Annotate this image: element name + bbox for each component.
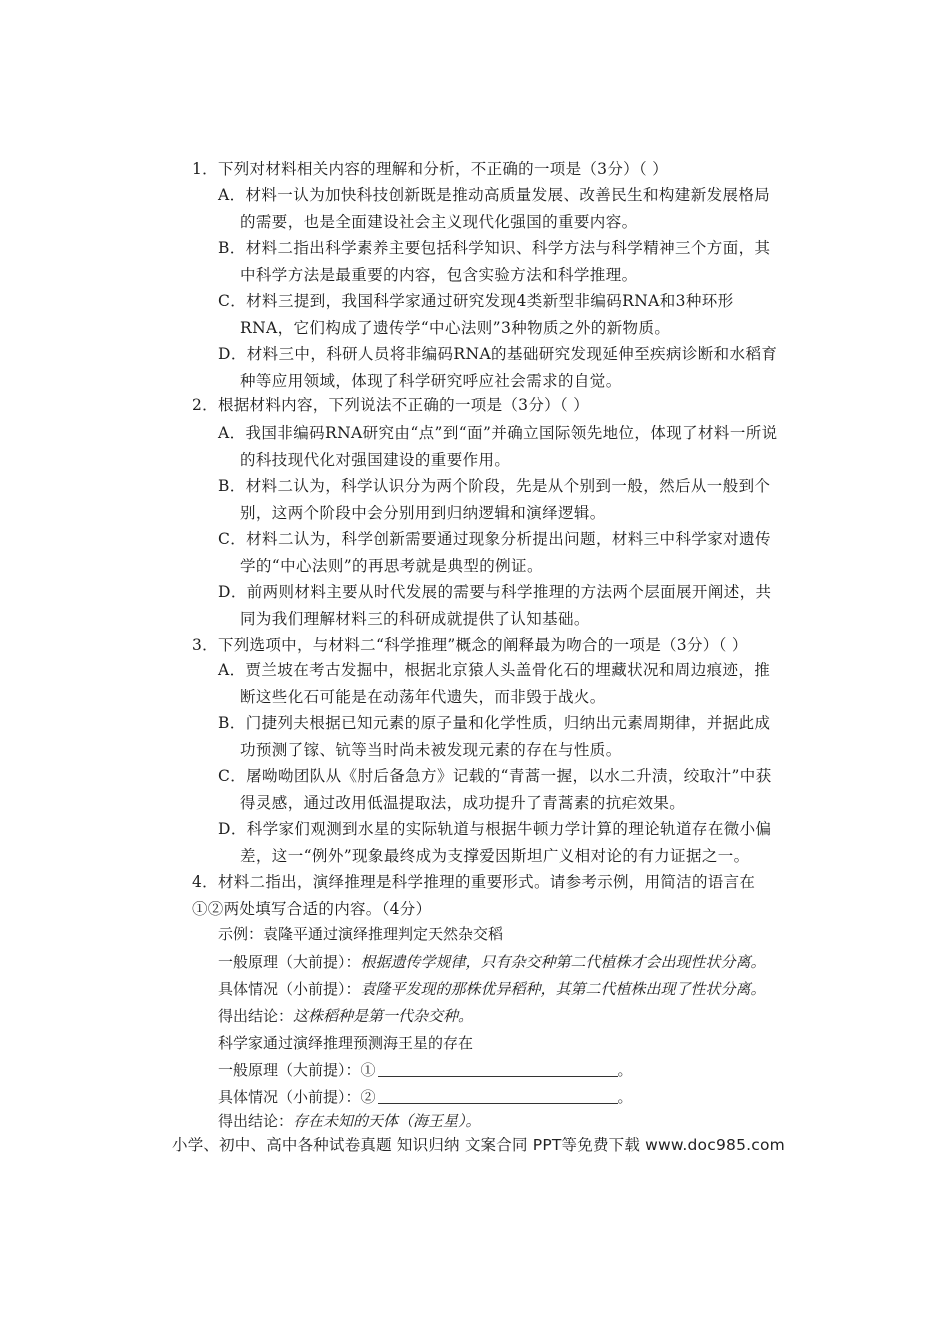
example-minor-premise <box>218 978 778 1000</box>
question-3-option-d: D．科学家们观测到水星的实际轨道与根据牛顿力学计算的理论轨道存在微小偏差，这一“例外”现象最终成为支撑爱因斯坦广义相对论的有力证据之一。 <box>218 820 772 865</box>
answer-2-end: 。 <box>617 1088 633 1106</box>
question-2-option-b: B．材料二认为，科学认识分为两个阶段，先是从个别到一般，然后从一般到个别，这两个阶段中会分别用到归纳逻辑和演绎逻辑。 <box>218 477 771 522</box>
question-4-stem: 4．材料二指出，演绎推理是科学推理的重要形式。请参考示例，用简洁的语言在①②两处填写合适的内容。（4分） <box>192 873 756 918</box>
task-conclusion-label: 得出结论： <box>218 1112 294 1130</box>
question-2-option-c: C．材料二认为，科学创新需要通过现象分析提出问题，材料三中科学家对遗传学的“中心法则”的再思考就是典型的例证。 <box>218 530 771 575</box>
question-1-option-b: B．材料二指出科学素养主要包括科学知识、科学方法与科学精神三个方面，其中科学方法是最重要的内容，包含实验方法和科学推理。 <box>218 239 771 284</box>
example-major-label: 一般原理（大前提）： <box>218 953 361 971</box>
question-3-option-b: B．门捷列夫根据已知元素的原子量和化学性质，归纳出元素周期律，并据此成功预测了镓、钪等当时尚未被发现元素的存在与性质。 <box>218 714 771 759</box>
task-conclusion-text: 存在未知的天体（海王星）。 <box>293 1112 481 1130</box>
example-major-text: 根据遗传学规律，只有杂交种第二代植株才会出现性状分离。 <box>360 953 766 971</box>
question-1-option-c: C．材料三提到，我国科学家通过研究发现4类新型非编码RNA和3种环形RNA，它们构成了遗传学“中心法则”3种物质之外的新物质。 <box>218 292 734 337</box>
question-2-stem: 2．根据材料内容，下列说法不正确的一项是（3分）（ ） <box>192 396 590 414</box>
example-minor-label: 具体情况（小前提）： <box>218 980 361 998</box>
answer-1-label: 一般原理（大前提）：① <box>218 1061 376 1079</box>
question-2-option-d: D．前两则材料主要从时代发展的需要与科学推理的方法两个层面展开阐述，共同为我们理解材料三的科研成就提供了认知基础。 <box>218 583 772 628</box>
question-3-option-a: A．贾兰坡在考古发掘中，根据北京猿人头盖骨化石的埋藏状况和周边痕迹，推断这些化石可能是在动荡年代遗失，而非毁于战火。 <box>218 661 771 706</box>
question-3-option-c: C．屠呦呦团队从《肘后备急方》记载的“青蒿一握，以水二升渍，绞取汁”中获得灵感，通过改用低温提取法，成功提升了青蒿素的抗疟效果。 <box>218 767 772 812</box>
answer-2-blank[interactable] <box>378 1089 618 1104</box>
answer-2-label: 具体情况（小前提）：② <box>218 1088 376 1106</box>
example-conclusion-text: 这株稻种是第一代杂交种。 <box>293 1007 474 1025</box>
answer-1-end: 。 <box>617 1061 633 1079</box>
question-1-option-d: D．材料三中，科研人员将非编码RNA的基础研究发现延伸至疾病诊断和水稻育种等应用领域，体现了科学研究呼应社会需求的自觉。 <box>218 345 778 390</box>
question-3-stem: 3．下列选项中，与材料二“科学推理”概念的阐释最为吻合的一项是（3分）（ ） <box>192 636 748 654</box>
example-minor-text: 袁隆平发现的那株优异稻种，其第二代植株出现了性状分离。 <box>360 980 766 998</box>
task-conclusion <box>218 1110 778 1132</box>
answer-line-1 <box>218 1059 778 1081</box>
footer-text: 小学、初中、高中各种试卷真题 知识归纳 文案合同 PPT等免费下载 www.doc985.com <box>172 1136 785 1154</box>
question-1-option-a: A．材料一认为加快科技创新既是推动高质量发展、改善民生和构建新发展格局的需要，也是全面建设社会主义现代化强国的重要内容。 <box>218 186 771 231</box>
example-major-premise <box>218 951 778 973</box>
answer-line-2 <box>218 1086 778 1108</box>
answer-1-blank[interactable] <box>378 1062 618 1077</box>
question-1-stem: 1．下列对材料相关内容的理解和分析，不正确的一项是（3分）（ ） <box>192 160 669 178</box>
task-title: 科学家通过演绎推理预测海王星的存在 <box>218 1034 474 1052</box>
example-conclusion <box>218 1005 778 1027</box>
example-title: 示例：袁隆平通过演绎推理判定天然杂交稻 <box>218 925 504 943</box>
question-2-option-a: A．我国非编码RNA研究由“点”到“面”并确立国际领先地位，体现了材料一所说的科技现代化对强国建设的重要作用。 <box>218 424 778 469</box>
example-conclusion-label: 得出结论： <box>218 1007 294 1025</box>
